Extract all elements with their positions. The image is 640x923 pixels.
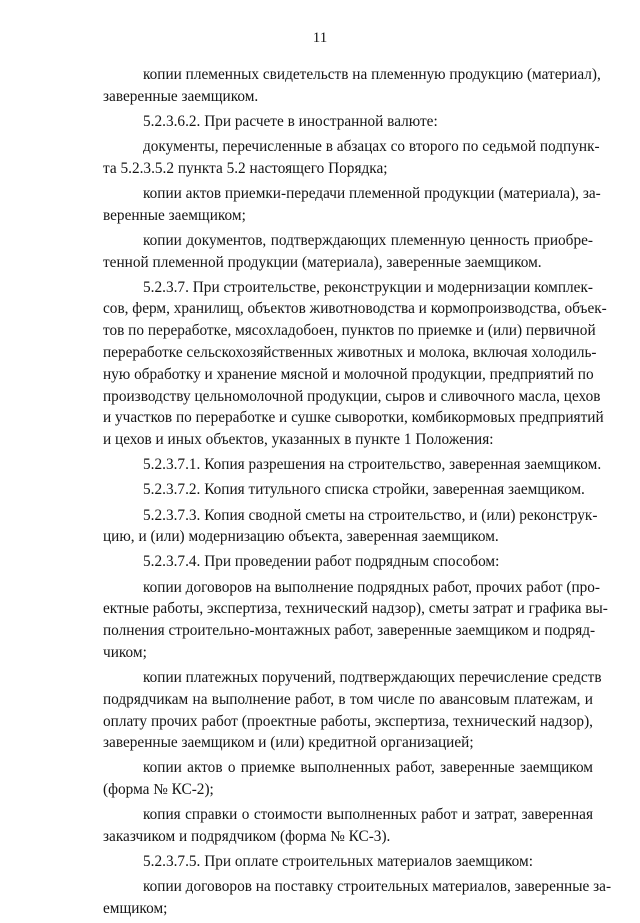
paragraph [103,804,593,848]
paragraph-line: 5.2.3.7.4. При проведении работ подрядным способом: [143,553,500,571]
paragraph-line: тенной племенной продукции (материала), заверенные заемщиком. [103,253,542,271]
paragraph-line: подрядчикам на выполнение работ, в том числе по авансовым платежам, и [103,690,593,708]
paragraph [103,851,593,873]
document-body [103,64,612,923]
paragraph [103,111,593,133]
paragraph-line: 5.2.3.7.1. Копия разрешения на строительство, заверенная заемщиком. [143,456,602,474]
paragraph-line: копии документов, подтверждающих племенную ценность приобре- [143,231,593,249]
paragraph [103,757,593,801]
paragraph-line: веренные заемщиком; [103,206,246,224]
paragraph [103,479,593,501]
paragraph [103,667,602,754]
paragraph-line: заверенные заемщиком. [103,87,259,105]
paragraph-line: 5.2.3.7.3. Копия сводной сметы на строительство, и (или) реконструк- [143,506,598,524]
paragraph-line: 5.2.3.7.5. При оплате строительных материалов заемщиком: [143,853,533,871]
paragraph-line: заверенные заемщиком и (или) кредитной организацией; [103,734,474,752]
paragraph-line: полнения строительно-монтажных работ, заверенные заемщиком и подряд- [103,622,596,640]
paragraph [103,136,600,180]
paragraph [103,505,598,549]
paragraph-line: копия справки о стоимости выполненных работ и затрат, заверенная [143,806,593,824]
paragraph [103,64,601,108]
paragraph-line: копии платежных поручений, подтверждающих перечисление средств [143,668,602,686]
paragraph-line: производству цельномолочной продукции, сыров и сливочного масла, цехов [103,387,601,405]
paragraph-line: та 5.2.3.5.2 пункта 5.2 настоящего Порядка; [103,159,388,177]
paragraph [103,454,602,476]
paragraph-line: чиком; [103,643,147,661]
paragraph-line: (форма № КС-2); [103,781,214,799]
paragraph-line: ную обработку и хранение мясной и молочной продукции, предприятий по [103,365,594,383]
paragraph-line: и участков по переработке и сушке сыворотки, комбикормовых предприятий [103,409,604,427]
paragraph-line: и цехов и иных объектов, указанных в пункте 1 Положения: [103,431,494,449]
paragraph-line: документы, перечисленные в абзацах со второго по седьмой подпунк- [143,137,600,155]
paragraph-line: копии договоров на поставку строительных материалов, заверенные за- [143,878,612,896]
paragraph-line: 5.2.3.7. При строительстве, реконструкции и модернизации комплек- [143,278,593,296]
paragraph-line: цию, и (или) модернизацию объекта, заверенная заемщиком. [103,528,499,546]
paragraph-line: 5.2.3.7.2. Копия титульного списка стройки, заверенная заемщиком. [143,481,585,499]
paragraph-line: копии актов о приемке выполненных работ, заверенные заемщиком [143,759,593,777]
paragraph [103,551,593,573]
page-number: 11 [312,30,328,46]
paragraph-line: 5.2.3.6.2. При расчете в иностранной валюте: [143,112,438,130]
paragraph [103,183,601,227]
paragraph-line: ектные работы, экспертиза, технический надзор), сметы затрат и графика вы- [103,600,608,618]
paragraph [103,577,608,664]
paragraph-line: копии племенных свидетельств на племенную продукцию (материал), [143,66,601,83]
paragraph-line: копии договоров на выполнение подрядных работ, прочих работ (про- [143,578,601,596]
paragraph-line: копии актов приемки-передачи племенной продукции (материала), за- [143,184,601,202]
paragraph [103,277,607,451]
paragraph [103,876,612,920]
paragraph-line: сов, ферм, хранилищ, объектов животноводства и кормопроизводства, объек- [103,300,607,318]
paragraph-line: переработке сельскохозяйственных животных и молока, включая холодиль- [103,344,597,362]
paragraph-line: оплату прочих работ (проектные работы, экспертиза, технический надзор), [103,712,593,730]
paragraph-line: тов по переработке, мясохладобоен, пунктов по приемке и (или) первичной [103,322,596,340]
paragraph [103,230,593,274]
paragraph-line: емщиком; [103,900,168,918]
paragraph-line: заказчиком и подрядчиком (форма № КС-3). [103,828,391,846]
